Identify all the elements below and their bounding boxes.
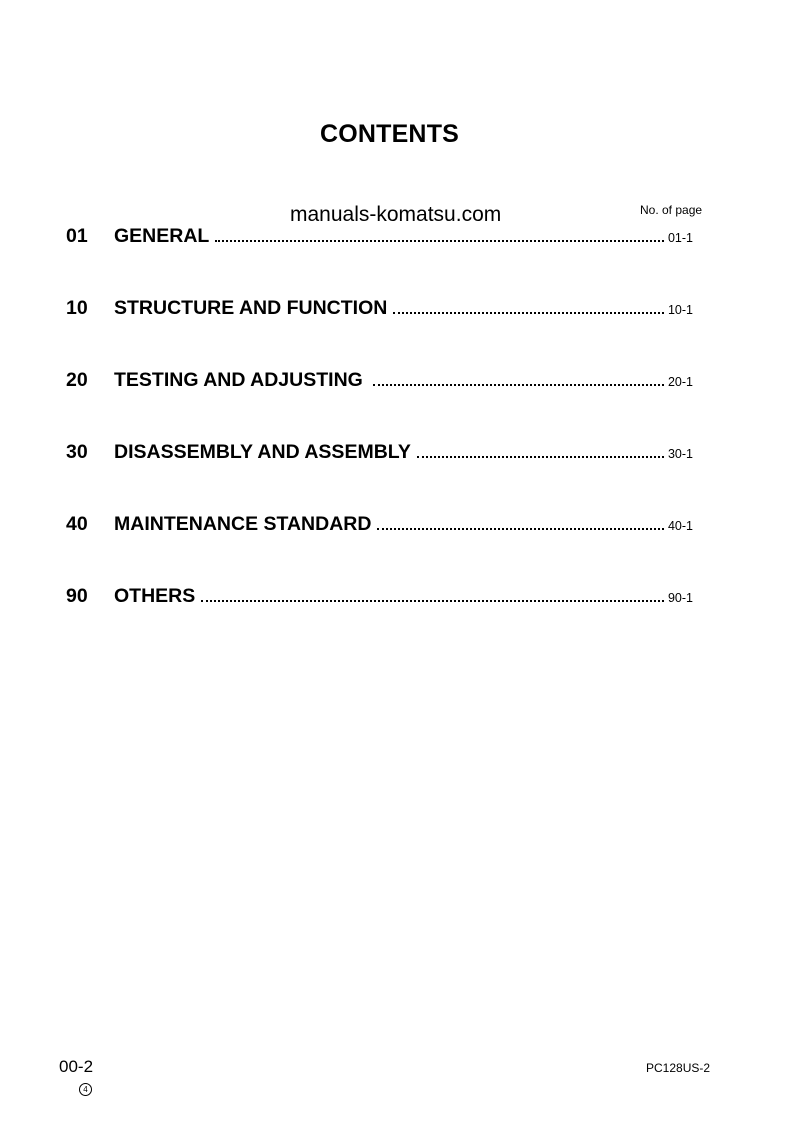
section-number: 10	[66, 297, 88, 319]
section-number: 90	[66, 585, 88, 607]
section-label: OTHERS	[114, 585, 196, 607]
page-reference: 20-1	[667, 375, 693, 389]
toc-entry[interactable]	[66, 441, 693, 465]
dot-leader	[393, 312, 664, 314]
dot-leader	[377, 528, 664, 530]
toc-entry[interactable]	[66, 369, 693, 393]
dot-leader	[215, 240, 664, 242]
toc-entry[interactable]	[66, 513, 693, 537]
section-number: 30	[66, 441, 88, 463]
section-label: GENERAL	[114, 225, 210, 247]
toc-entry[interactable]	[66, 585, 693, 609]
section-number: 40	[66, 513, 88, 535]
footer-page-number: 00-2	[59, 1057, 94, 1076]
dot-leader	[417, 456, 664, 458]
section-number: 01	[66, 225, 88, 247]
section-label: DISASSEMBLY AND ASSEMBLY	[114, 441, 411, 463]
section-number: 20	[66, 369, 88, 391]
footer-model: PC128US-2	[646, 1061, 711, 1075]
page-reference: 90-1	[667, 591, 693, 605]
dot-leader	[373, 384, 664, 386]
dot-leader	[201, 600, 664, 602]
section-label: TESTING AND ADJUSTING	[114, 369, 363, 391]
page-title: CONTENTS	[319, 120, 460, 148]
page-reference: 40-1	[667, 519, 693, 533]
page-reference: 01-1	[667, 231, 693, 245]
watermark-text: manuals-komatsu.com	[290, 203, 502, 226]
toc-entry[interactable]	[66, 225, 693, 249]
page-column-header: No. of page	[640, 203, 703, 217]
revision-mark-icon: 4	[79, 1083, 92, 1096]
section-label: MAINTENANCE STANDARD	[114, 513, 372, 535]
toc-entry[interactable]	[66, 297, 693, 321]
page-reference: 30-1	[667, 447, 693, 461]
section-label: STRUCTURE AND FUNCTION	[114, 297, 388, 319]
page-reference: 10-1	[667, 303, 693, 317]
